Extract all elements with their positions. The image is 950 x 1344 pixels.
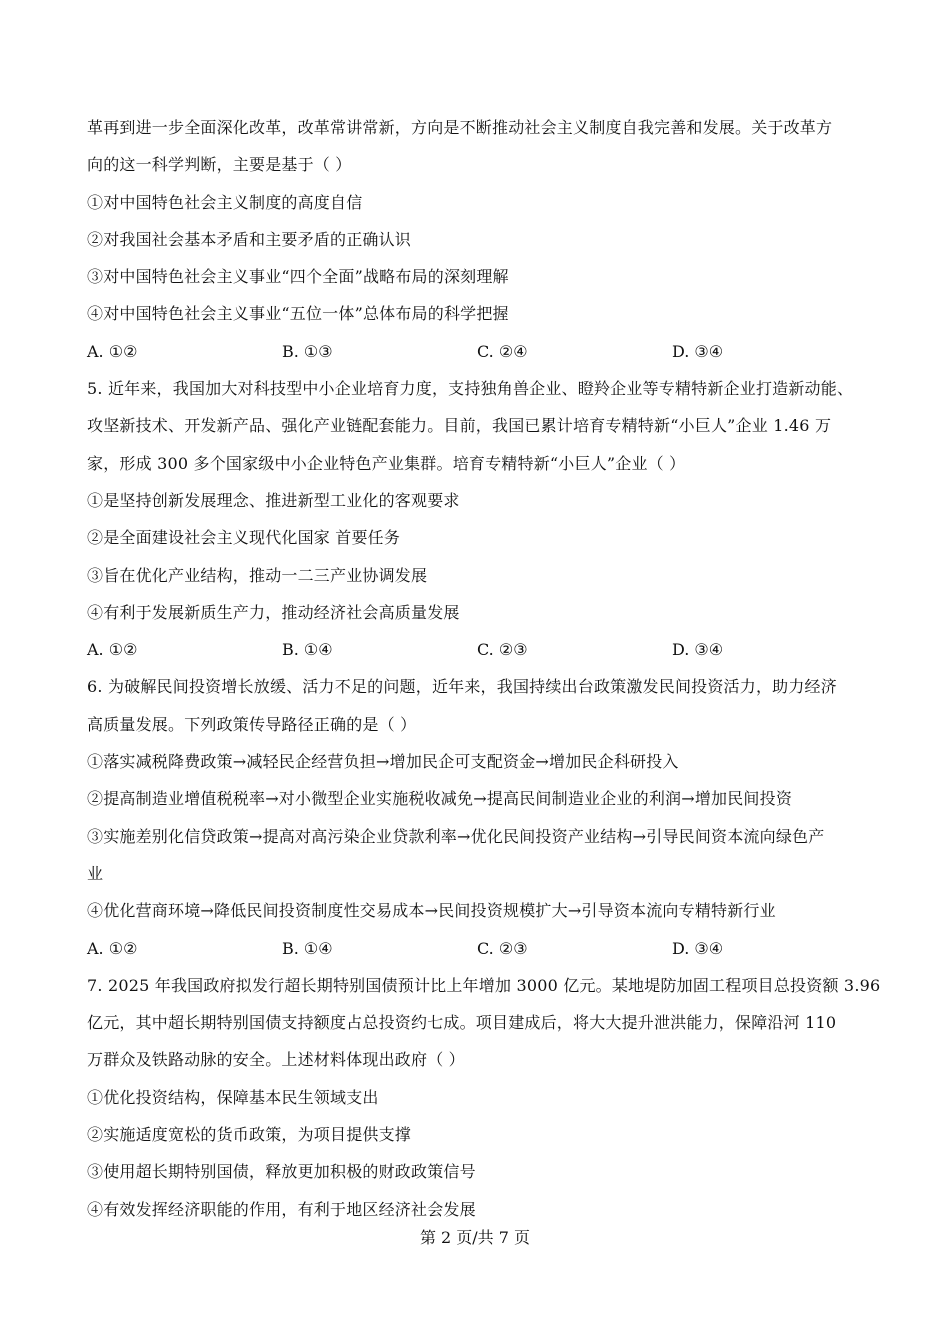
- statement-2: ②对我国社会基本矛盾和主要矛盾的正确认识: [87, 229, 412, 249]
- statement-2: ②实施适度宽松的货币政策，为项目提供支撑: [87, 1125, 412, 1145]
- statement-4: ④对中国特色社会主义事业“五位一体”总体布局的科学把握: [87, 304, 509, 324]
- option-d: D. ③④: [672, 938, 724, 958]
- option-b: B. ①③: [282, 341, 333, 361]
- statement-2: ②提高制造业增值税税率→对小微型企业实施税收减免→提高民间制造业企业的利润→增加民间投资: [87, 789, 793, 809]
- question-stem-line: 万群众及铁路动脉的安全。上述材料体现出政府（ ）: [87, 1050, 465, 1070]
- question-stem-line: 5. 近年来，我国加大对科技型中小企业培育力度，支持独角兽企业、瞪羚企业等专精特新企业打造新动能、: [87, 379, 854, 399]
- statement-1: ①对中国特色社会主义制度的高度自信: [87, 192, 363, 212]
- question-stem-line: 高质量发展。下列政策传导路径正确的是（ ）: [87, 714, 417, 734]
- page-number-footer: 第 2 页/共 7 页: [419, 1228, 531, 1247]
- option-c: C. ②③: [477, 640, 528, 660]
- question-7: [87, 967, 881, 1228]
- option-d: D. ③④: [672, 341, 724, 361]
- option-a: A. ①②: [87, 640, 138, 660]
- question-5: [87, 370, 877, 668]
- answer-options: [87, 333, 877, 370]
- page-content: [87, 109, 881, 1228]
- option-b: B. ①④: [282, 938, 333, 958]
- option-b: B. ①④: [282, 640, 333, 660]
- question-stem-line: 6. 为破解民间投资增长放缓、活力不足的问题，近年来，我国持续出台政策激发民间投资活力，助力经济: [87, 677, 837, 697]
- answer-options: [87, 631, 877, 668]
- option-c: C. ②④: [477, 341, 528, 361]
- question-stem-line: 向的这一科学判断，主要是基于（ ）: [87, 155, 352, 175]
- question-stem-line: 7. 2025 年我国政府拟发行超长期特别国债预计比上年增加 3000 亿元。某地堤防加固工程项目总投资额 3.96: [87, 975, 881, 995]
- statement-4: ④有利于发展新质生产力，推动经济社会高质量发展: [87, 602, 460, 622]
- statement-1: ①是坚持创新发展理念、推进新型工业化的客观要求: [87, 490, 460, 510]
- statement-3: ③使用超长期特别国债，释放更加积极的财政政策信号: [87, 1162, 476, 1182]
- question-4-tail: [87, 109, 877, 370]
- statement-1: ①优化投资结构，保障基本民生领域支出: [87, 1087, 379, 1107]
- statement-3: ③实施差别化信贷政策→提高对高污染企业贷款利率→优化民间投资产业结构→引导民间资本流向绿色产: [87, 826, 825, 846]
- question-stem-line: 家，形成 300 多个国家级中小企业特色产业集群。培育专精特新“小巨人”企业（ ）: [87, 453, 686, 473]
- question-stem-line: 革再到进一步全面深化改革，改革常讲常新，方向是不断推动社会主义制度自我完善和发展。关于改革方: [87, 118, 833, 137]
- question-stem-line: 攻坚新技术、开发新产品、强化产业链配套能力。目前，我国已累计培育专精特新“小巨人”企业 1.46 万: [87, 416, 832, 436]
- option-a: A. ①②: [87, 938, 138, 958]
- option-d: D. ③④: [672, 640, 724, 660]
- statement-2: ②是全面建设社会主义现代化国家 首要任务: [87, 528, 401, 548]
- question-stem-line: 亿元，其中超长期特别国债支持额度占总投资约七成。项目建成后，将大大提升泄洪能力，保障沿河 110: [87, 1013, 837, 1033]
- answer-options: [87, 930, 877, 967]
- statement-3-continued: 业: [87, 863, 104, 883]
- statement-4: ④有效发挥经济职能的作用，有利于地区经济社会发展: [87, 1199, 476, 1219]
- statement-3: ③对中国特色社会主义事业“四个全面”战略布局的深刻理解: [87, 267, 509, 287]
- statement-3: ③旨在优化产业结构，推动一二三产业协调发展: [87, 565, 428, 585]
- statement-1: ①落实减税降费政策→减轻民企经营负担→增加民企可支配资金→增加民企科研投入: [87, 752, 679, 772]
- statement-4: ④优化营商环境→降低民间投资制度性交易成本→民间投资规模扩大→引导资本流向专精特新行业: [87, 901, 776, 921]
- option-a: A. ①②: [87, 341, 138, 361]
- option-c: C. ②③: [477, 938, 528, 958]
- question-6: [87, 668, 877, 966]
